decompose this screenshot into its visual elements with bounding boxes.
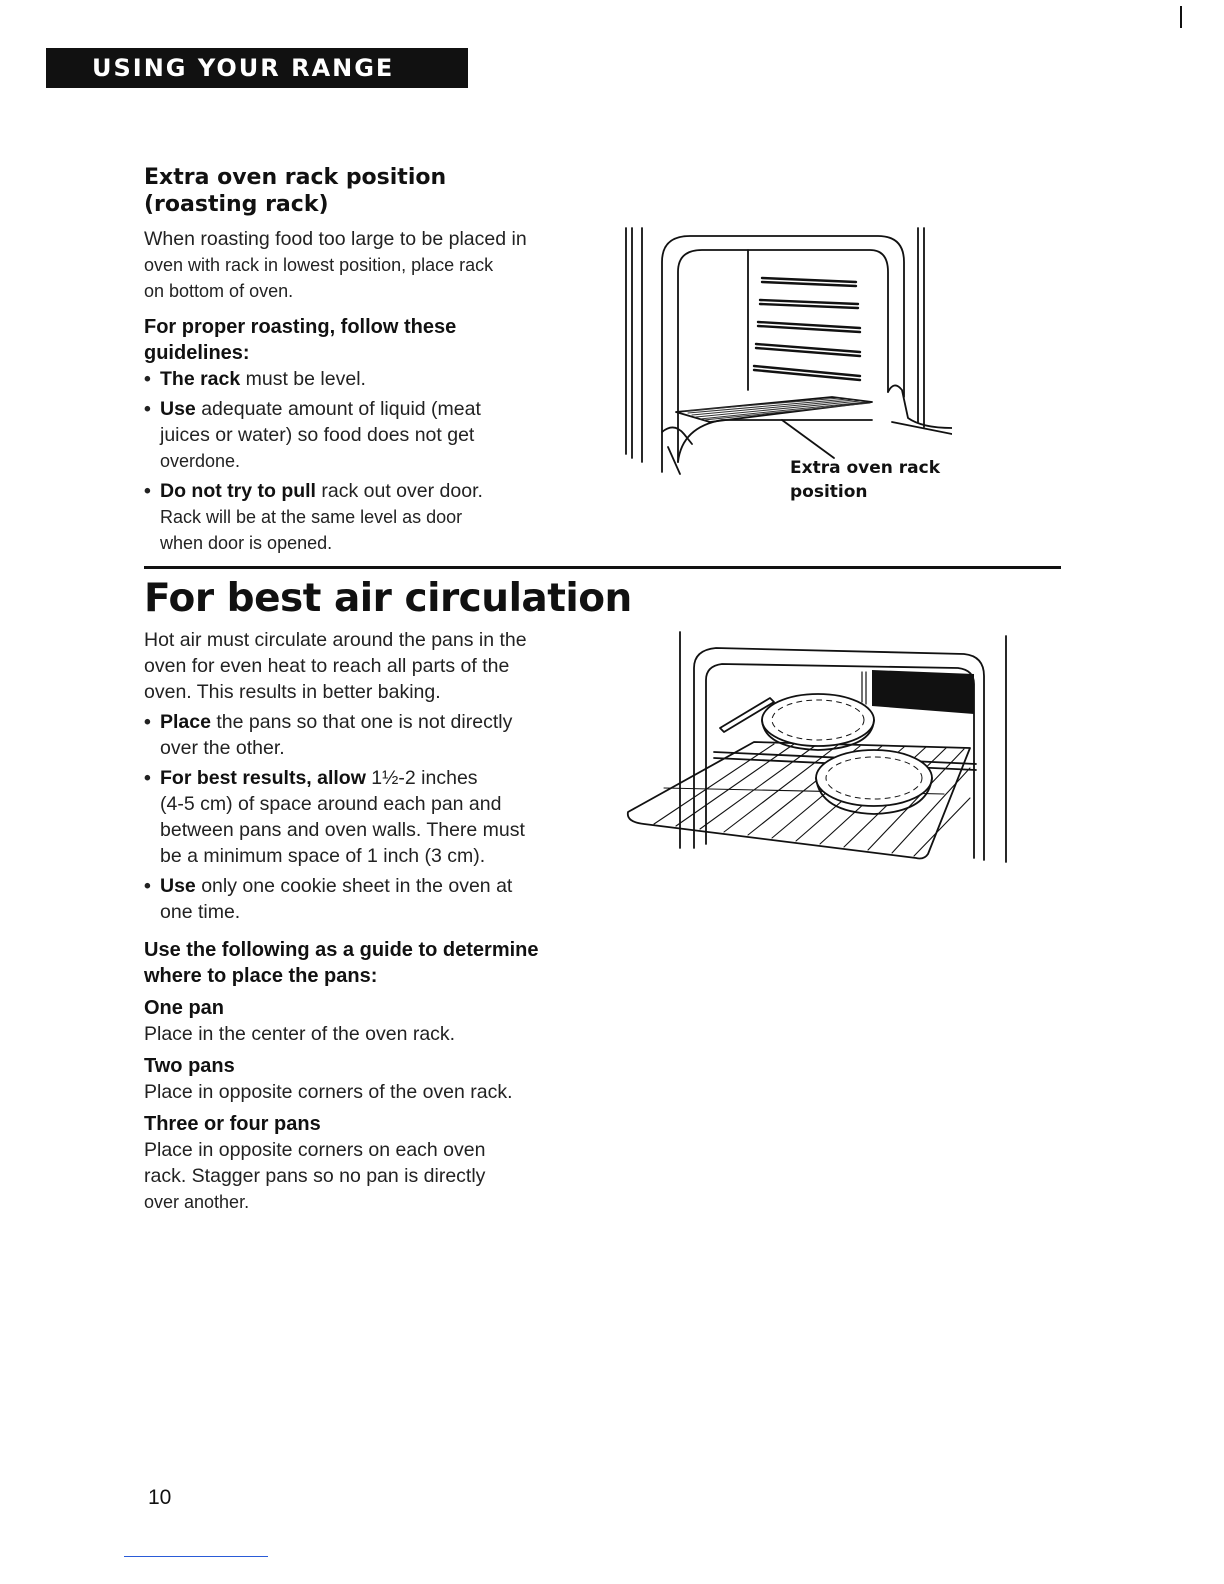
footer-line bbox=[124, 1556, 268, 1557]
rack-position-caption: Extra oven rack position bbox=[790, 458, 941, 502]
extra-rack-section bbox=[144, 164, 604, 560]
placement-case: Two pans Place in opposite corners of the oven rack. bbox=[144, 1055, 513, 1103]
guide-heading: Use the following as a guide to determine where to place the pans: bbox=[144, 939, 539, 987]
corner-mark bbox=[1180, 6, 1182, 28]
guidelines-heading: For proper roasting, follow these guidelines: bbox=[144, 316, 457, 364]
air-circulation-section bbox=[144, 627, 604, 1215]
extra-rack-intro: When roasting food too large to be placed in oven with rack in lowest position, place rack on bottom of oven. bbox=[144, 228, 527, 301]
page-number: 10 bbox=[148, 1486, 172, 1509]
roasting-rack-illustration bbox=[622, 222, 952, 487]
list-item: • Use adequate amount of liquid (meat juices or water) so food does not get overdone. bbox=[144, 396, 604, 474]
list-item: • Place the pans so that one is not directly over the other. bbox=[144, 709, 604, 761]
placement-case: One pan Place in the center of the oven rack. bbox=[144, 997, 456, 1045]
pan-placement-illustration bbox=[624, 628, 1014, 866]
air-circulation-intro: Hot air must circulate around the pans in the oven for even heat to reach all parts of the oven. This results in better baking. bbox=[144, 629, 527, 703]
guidelines-list bbox=[144, 366, 604, 556]
section-divider bbox=[144, 566, 1061, 569]
placement-case: Three or four pans Place in opposite corners on each oven rack. Stagger pans so no pan is directly over another. bbox=[144, 1113, 486, 1212]
list-item: • Do not try to pull rack out over door. Rack will be at the same level as door when door is opened. bbox=[144, 478, 604, 556]
list-item: • Use only one cookie sheet in the oven at one time. bbox=[144, 873, 604, 925]
list-item: • For best results, allow 1½-2 inches (4-5 cm) of space around each pan and between pans and oven walls. There must be a minimum space of 1 inch (3 cm). bbox=[144, 765, 604, 869]
air-circulation-heading: For best air circulation bbox=[144, 576, 632, 621]
extra-rack-heading: Extra oven rack position (roasting rack) bbox=[144, 165, 447, 217]
section-header-title: USING YOUR RANGE bbox=[92, 54, 395, 82]
air-circulation-list bbox=[144, 709, 604, 925]
list-item: • The rack must be level. bbox=[144, 366, 604, 392]
